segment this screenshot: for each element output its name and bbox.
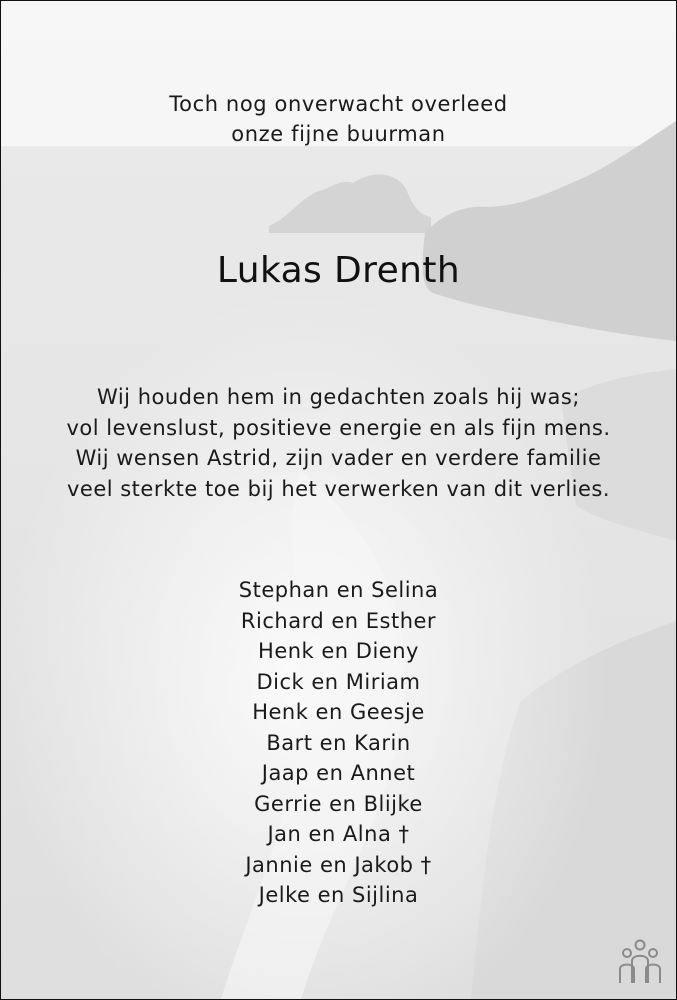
message-line: Wij wensen Astrid, zijn vader en verdere familie	[75, 446, 602, 470]
signer-name: Stephan en Selina	[238, 578, 439, 602]
signer-name: Richard en Esther	[240, 608, 437, 633]
intro-line: Toch nog onverwacht overleed	[169, 92, 508, 116]
message-line: Wij houden hem in gedachten zoals hij was;	[97, 385, 580, 409]
deceased-name: Lukas Drenth	[216, 250, 461, 291]
intro-text	[1, 89, 676, 149]
signers-list	[1, 575, 676, 911]
signer-name: Jan en Alna †	[267, 822, 410, 846]
message-line: veel sterkte toe bij het verwerken van dit verlies.	[66, 476, 611, 501]
signer-name: Jannie en Jakob †	[245, 852, 432, 877]
signer-name: Jelke en Sijlina	[258, 883, 419, 907]
signer-name: Jaap en Annet	[261, 761, 416, 785]
signer-name: Bart en Karin	[266, 730, 411, 755]
intro-line: onze fijne buurman	[231, 122, 446, 146]
people-group-icon	[617, 935, 663, 987]
signer-name: Henk en Dieny	[258, 639, 419, 663]
signer-name: Dick en Miriam	[256, 669, 421, 694]
signer-name: Gerrie en Blijke	[254, 791, 423, 816]
signer-name: Henk en Geesje	[252, 700, 425, 724]
message-line: vol levenslust, positieve energie en als fijn mens.	[66, 415, 611, 440]
condolence-message	[1, 382, 676, 504]
